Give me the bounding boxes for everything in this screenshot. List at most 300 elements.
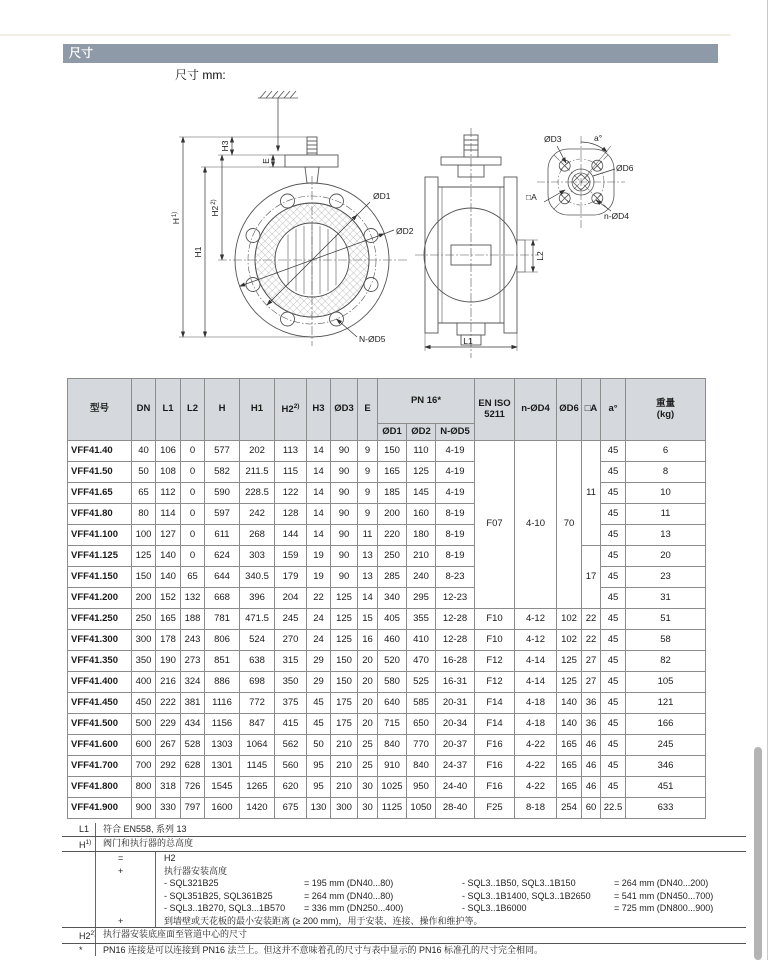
table-cell: 410 [407,630,436,651]
table-cell: 700 [132,756,156,777]
footnote-sql-col: - SQL3..1B50, SQL3..1B150 [462,878,576,888]
table-cell: 25 [358,756,378,777]
table-cell: 8-19 [436,504,475,525]
table-cell: 45 [601,651,626,672]
table-cell: 4-14 [515,672,557,693]
table-cell: 0 [181,462,205,483]
footnote-sql-col: - SQL351B25, SQL361B25 [164,890,273,901]
valve-drawing-svg [60,78,720,374]
table-cell: 24 [307,630,331,651]
units-label: 尺寸 mm: [175,68,226,82]
table-cell: 910 [378,756,407,777]
footnote-symbol [62,852,95,865]
table-row [68,756,706,777]
table-cell: 8-19 [436,525,475,546]
table-cell: 8-19 [436,546,475,567]
table-cell: 45 [601,672,626,693]
table-cell: 20 [358,714,378,735]
table-cell: 315 [275,651,307,672]
table-cell: 250 [378,546,407,567]
table-cell: 150 [331,672,358,693]
footnote-sql-col: = 336 mm (DN250...400) [304,903,404,913]
column-header: PN 16* [378,379,475,424]
footnote-row [62,928,746,944]
table-cell: 20 [358,651,378,672]
dimensions-table [67,378,706,819]
table-cell: 178 [156,630,181,651]
model-cell: VFF41.100 [68,525,132,546]
table-cell: 10 [626,483,706,504]
table-cell: 800 [132,777,156,798]
table-cell: 560 [275,756,307,777]
table-cell: 330 [156,798,181,819]
footnote-text: PN16 连接是可以连接到 PN16 法兰上。但这并不意味着孔的尺寸与表中显示的 PN16 标准孔的尺寸完全相同。 [95,944,746,957]
table-cell: 806 [205,630,240,651]
table-cell: 524 [240,630,275,651]
table-cell: 22 [582,630,601,651]
table-cell: 113 [275,441,307,462]
column-header: a° [601,379,626,441]
table-cell: 4-19 [436,462,475,483]
table-cell: 210 [407,546,436,567]
table-cell: 36 [582,693,601,714]
table-cell: 60 [582,798,601,819]
footnote-operator [95,902,155,915]
table-cell: F10 [475,609,515,630]
table-cell: 16-28 [436,651,475,672]
footnote-operator [95,890,155,903]
table-cell: 9 [358,441,378,462]
table-cell: 1145 [240,756,275,777]
table-cell: 127 [156,525,181,546]
table-row [68,714,706,735]
footnote-operator: + [95,915,155,928]
table-cell: 254 [557,798,582,819]
table-cell: 115 [275,462,307,483]
table-cell: 624 [205,546,240,567]
footnote-sql-col: = 264 mm (DN40...80) [304,890,394,901]
table-cell: 125 [557,651,582,672]
table-cell: 45 [601,525,626,546]
table-cell: 273 [181,651,205,672]
table-cell: 451 [626,777,706,798]
table-cell: 300 [331,798,358,819]
table-cell: 125 [331,609,358,630]
table-row [68,735,706,756]
footnote-row [62,890,746,903]
model-cell: VFF41.900 [68,798,132,819]
table-cell: 585 [407,693,436,714]
table-cell: 204 [275,588,307,609]
table-cell: 0 [181,525,205,546]
table-cell: 36 [582,714,601,735]
scrollbar-thumb[interactable] [754,747,762,960]
table-cell: 150 [331,651,358,672]
footnote-row [62,915,746,929]
model-cell: VFF41.600 [68,735,132,756]
table-cell: 1545 [205,777,240,798]
table-cell: 8-23 [436,567,475,588]
table-cell: F12 [475,672,515,693]
table-cell: 324 [181,672,205,693]
table-cell: 9 [358,462,378,483]
table-row [68,441,706,462]
footnote-symbol [62,865,95,878]
table-cell: 13 [626,525,706,546]
table-cell: 797 [181,798,205,819]
table-row [68,777,706,798]
footnote-symbol [62,890,95,903]
table-cell: 22.5 [601,798,626,819]
model-cell: VFF41.500 [68,714,132,735]
table-cell: 582 [205,462,240,483]
table-cell: 31 [626,588,706,609]
table-cell: 562 [275,735,307,756]
model-cell: VFF41.300 [68,630,132,651]
table-cell: 90 [331,441,358,462]
table-cell: 165 [557,756,582,777]
table-cell: 847 [240,714,275,735]
table-cell: 396 [240,588,275,609]
table-cell: 900 [132,798,156,819]
table-cell: 781 [205,609,240,630]
table-row [68,651,706,672]
table-cell: 145 [407,483,436,504]
table-cell: 90 [331,546,358,567]
table-cell: 90 [331,462,358,483]
table-cell: 4-12 [515,630,557,651]
table-cell: 45 [601,777,626,798]
column-header: 重量 (kg) [626,379,706,441]
footnote-text: 到墙壁或天花板的最小安装距离 (≥ 200 mm)，用于安装、连接、操作和维护等。 [155,915,746,928]
footnote-row [62,865,746,878]
table-cell: 180 [407,525,436,546]
table-cell: 267 [156,735,181,756]
table-cell: 14 [307,525,331,546]
table-cell: 216 [156,672,181,693]
table-cell: 668 [205,588,240,609]
table-cell: 350 [132,651,156,672]
dim-label-a-deg: a° [594,133,603,143]
table-cell: 346 [626,756,706,777]
footnote-sql-col: - SQL3..1B6000 [462,903,527,913]
table-row [68,462,706,483]
table-cell: 45 [601,588,626,609]
table-cell: 525 [407,672,436,693]
table-cell: 471.5 [240,609,275,630]
table-cell: 19 [307,546,331,567]
table-cell: 65 [181,567,205,588]
table-cell: 500 [132,714,156,735]
table-cell: 29 [307,672,331,693]
table-cell: 12-28 [436,630,475,651]
table-cell: 23 [626,567,706,588]
table-cell: 292 [156,756,181,777]
table-cell: 152 [156,588,181,609]
table-cell: 90 [331,483,358,504]
table-row [68,672,706,693]
table-cell: 698 [240,672,275,693]
table-cell: 381 [181,693,205,714]
table-cell: 108 [156,462,181,483]
table-cell: 132 [181,588,205,609]
table-cell: 90 [331,525,358,546]
model-cell: VFF41.800 [68,777,132,798]
table-cell: 285 [378,567,407,588]
table-cell: 415 [275,714,307,735]
model-cell: VFF41.80 [68,504,132,525]
table-cell: 640 [378,693,407,714]
table-cell: 45 [601,567,626,588]
dim-label-h3: H3 [220,140,230,152]
table-cell: 675 [275,798,307,819]
footnote-symbol: $H^{1)}$ [79,838,92,850]
table-cell: 1050 [407,798,436,819]
table-cell: 9 [358,504,378,525]
section-header-bar [63,44,718,63]
front-view [171,91,414,346]
table-cell: 45 [601,609,626,630]
column-header: DN [132,379,156,441]
column-header: L2 [181,379,205,441]
table-cell: 45 [601,756,626,777]
table-cell: 600 [132,735,156,756]
table-cell: 270 [275,630,307,651]
table-cell: 340.5 [240,567,275,588]
footnote-text: H2 [155,852,746,865]
table-row [68,609,706,630]
table-cell: 175 [331,714,358,735]
table-cell: 4-22 [515,756,557,777]
table-cell: 128 [275,504,307,525]
table-cell: 24 [307,609,331,630]
table-cell: 51 [626,609,706,630]
table-cell: 4-18 [515,693,557,714]
table-cell: 14 [307,483,331,504]
side-view [415,128,545,358]
table-cell: 12-23 [436,588,475,609]
table-cell: F25 [475,798,515,819]
dim-label-h-total: $H^{1)}$ [171,211,181,225]
table-cell: 4-12 [515,609,557,630]
table-cell: 340 [378,588,407,609]
table-cell: 45 [601,714,626,735]
table-cell: 240 [407,567,436,588]
table-cell: 82 [626,651,706,672]
table-cell: 175 [331,693,358,714]
table-cell: 202 [240,441,275,462]
table-cell: 14 [307,441,331,462]
table-cell: 45 [601,504,626,525]
footnote-symbol: H2$^{2)}$ [79,930,97,941]
footnote-text [155,890,746,903]
footnote-row [62,944,746,957]
table-cell: 50 [132,462,156,483]
table-cell: 840 [407,756,436,777]
table-cell: 4-14 [515,651,557,672]
table-cell: 165 [378,462,407,483]
dim-label-e: E [261,158,271,164]
table-cell: F10 [475,630,515,651]
table-cell: 105 [626,672,706,693]
model-cell: VFF41.400 [68,672,132,693]
table-cell: 45 [601,441,626,462]
footnote-text [155,877,746,890]
table-cell: F07 [475,441,515,609]
table-cell: 45 [601,462,626,483]
table-cell: 9 [358,483,378,504]
table-cell: 303 [240,546,275,567]
model-cell: VFF41.200 [68,588,132,609]
footnote-sql-col: - SQL321B25 [164,878,219,888]
footnote-text: 执行器安装底座面至管道中心的尺寸 [95,928,746,943]
footnote-text: 阀门和执行器的总高度 [95,837,746,852]
table-cell: 20 [358,672,378,693]
column-header: L1 [156,379,181,441]
footnote-sql-col: = 541 mm (DN450...700) [614,890,714,901]
table-cell: 4-19 [436,483,475,504]
page-border [767,0,768,960]
table-cell: 150 [132,567,156,588]
table-cell: 95 [307,756,331,777]
table-row [68,588,706,609]
table-cell: 14 [307,462,331,483]
column-header: H3 [307,379,331,441]
table-cell: 1116 [205,693,240,714]
table-cell: 65 [132,483,156,504]
table-cell: 179 [275,567,307,588]
table-cell: 318 [156,777,181,798]
table-cell: 166 [626,714,706,735]
dim-label-h2: H2$^{2)}$ [210,199,220,217]
table-cell: 460 [378,630,407,651]
table-cell: 17 [582,546,601,609]
table-cell: 611 [205,525,240,546]
table-cell: 40 [132,441,156,462]
table-cell: F16 [475,735,515,756]
table-cell: 46 [582,756,601,777]
table-cell: 24-37 [436,756,475,777]
table-cell: 29 [307,651,331,672]
dim-label-nd4: n-ØD4 [604,211,630,221]
table-cell: F14 [475,693,515,714]
table-cell: 228.5 [240,483,275,504]
column-subheader: N-ØD5 [436,424,475,441]
table-cell: 45 [601,693,626,714]
dim-label-d1: ØD1 [373,191,391,201]
table-cell: 140 [156,546,181,567]
column-header: E [358,379,378,441]
table-cell: 100 [132,525,156,546]
table-cell: 20 [358,693,378,714]
table-cell: 16 [358,630,378,651]
footnote-text [155,902,746,915]
table-cell: 628 [181,756,205,777]
table-cell: 4-18 [515,714,557,735]
table-cell: 250 [132,609,156,630]
table-cell: 45 [307,714,331,735]
table-cell: 45 [601,546,626,567]
table-cell: 27 [582,651,601,672]
footnote-symbol [62,902,95,915]
table-cell: 0 [181,483,205,504]
footnote-text: 执行器安装高度 [155,865,746,878]
table-row [68,798,706,819]
dim-label-h1: H1 [193,246,203,258]
table-cell: 355 [407,609,436,630]
model-cell: VFF41.65 [68,483,132,504]
table-cell: 90 [331,567,358,588]
table-cell: 222 [156,693,181,714]
table-cell: 190 [156,651,181,672]
table-cell: 45 [601,483,626,504]
table-cell: F12 [475,651,515,672]
table-cell: 46 [582,735,601,756]
table-cell: 0 [181,504,205,525]
table-cell: 620 [275,777,307,798]
table-cell: 144 [275,525,307,546]
table-cell: 11 [582,441,601,546]
table-cell: 1420 [240,798,275,819]
table-cell: 300 [132,630,156,651]
table-row [68,630,706,651]
table-cell: 450 [132,693,156,714]
table-cell: 22 [307,588,331,609]
table-cell: F16 [475,756,515,777]
table-cell: 210 [331,777,358,798]
column-header: ØD6 [557,379,582,441]
table-cell: 122 [275,483,307,504]
table-cell: 45 [601,735,626,756]
table-cell: 528 [181,735,205,756]
model-cell: VFF41.450 [68,693,132,714]
table-cell: 470 [407,651,436,672]
table-cell: 125 [331,588,358,609]
column-header: EN ISO 5211 [475,379,515,441]
table-cell: 295 [407,588,436,609]
table-cell: 15 [358,609,378,630]
table-cell: 851 [205,651,240,672]
table-row [68,483,706,504]
footnote-operator: + [95,865,155,878]
footnote-row [62,852,746,865]
table-cell: 16-31 [436,672,475,693]
column-subheader: ØD2 [407,424,436,441]
table-cell: 8-18 [515,798,557,819]
footnote-sql-col: = 725 mm (DN800...900) [614,903,714,913]
table-cell: 840 [378,735,407,756]
table-cell: 715 [378,714,407,735]
table-row [68,504,706,525]
table-cell: 8 [626,462,706,483]
ceiling-hatch-icon [258,91,298,151]
column-header: H [205,379,240,441]
footnote-sql-col: = 195 mm (DN40...80) [304,878,394,888]
column-header: ØD3 [331,379,358,441]
table-cell: 772 [240,693,275,714]
table-cell: 165 [557,777,582,798]
table-cell: 45 [307,693,331,714]
table-cell: 50 [307,735,331,756]
footnote-text: 符合 EN558, 系列 13 [95,823,746,836]
model-cell: VFF41.700 [68,756,132,777]
dim-label-d6: ØD6 [616,163,634,173]
table-cell: 27 [582,672,601,693]
table-cell: 14 [358,588,378,609]
table-cell: 114 [156,504,181,525]
footnote-sql-col: - SQL3..1B1400, SQL3..1B2650 [462,890,591,901]
table-cell: 211.5 [240,462,275,483]
